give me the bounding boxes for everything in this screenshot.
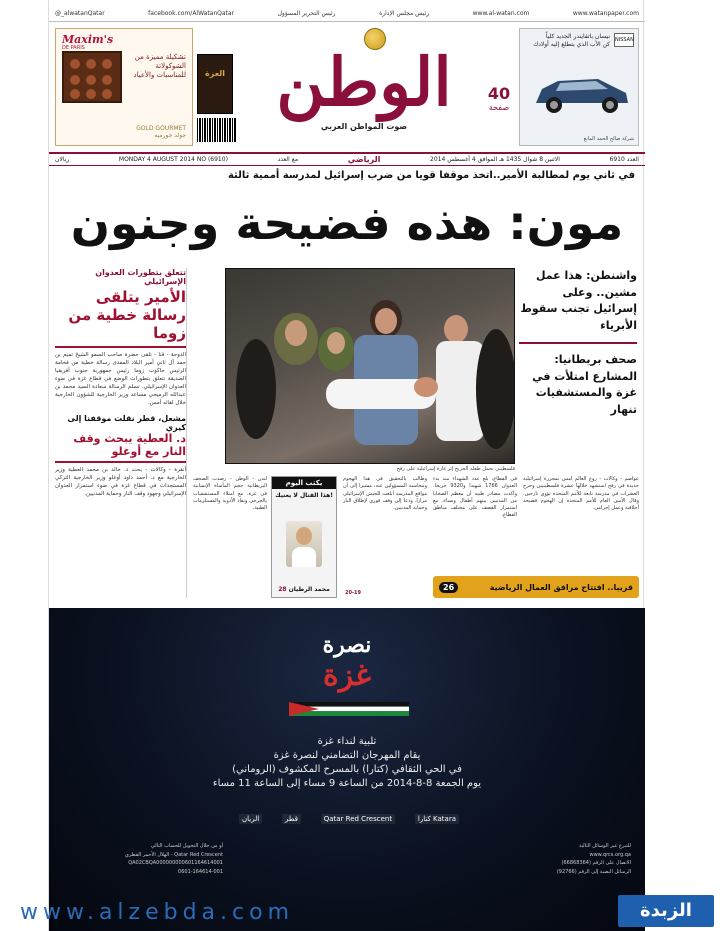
festival-title-1: نصرة: [322, 632, 372, 658]
car-ad-title: نيسان باثفايندر الجديد كلياً: [545, 33, 610, 40]
sponsor-3: Qatar Red Crescent: [321, 814, 395, 824]
festival-line-3: في الحي الثقافي (كتارا) بالمسرح المكشوف (الروماني): [232, 764, 462, 775]
top-strip: [49, 6, 645, 22]
date-ar: الاثنين 8 شوال 1435 هـ الموافق 4 أغسطس 2014: [430, 156, 560, 163]
watermark-site: www.alzebda.com: [20, 900, 295, 925]
sport-supplement-label[interactable]: الرياضي: [347, 155, 381, 164]
opinion-title: هذا القتال لا يعنيك!: [275, 492, 333, 499]
book-title: العزة: [205, 69, 225, 78]
palestine-flag-icon: [289, 702, 409, 716]
gold-gourmet-ar: جولد جورميه: [154, 132, 186, 139]
opinion-label: يكتب اليوم: [272, 477, 336, 489]
bank-left-acc: 0601-164614-001: [178, 868, 223, 875]
car-image: [528, 69, 632, 119]
body-column-2: في القطاع، بلغ عدد الشهداء منذ بدء العدوان 1766 شهيدا و9320 جريحا. وأكدت مصادر طبية أن معظم الضحايا من المدنيين بينهم أطفال ونساء، مع استمرار القصف على مختلف مناطق القطاع.: [433, 476, 517, 519]
divider: [519, 342, 637, 344]
festival-line-2: يقام المهرجان التضامني لنصرة غزة: [273, 750, 421, 761]
pages-count: [481, 84, 517, 112]
site-link[interactable]: www.al-watan.com: [472, 10, 530, 17]
gaza-festival-ad[interactable]: [49, 608, 645, 931]
newspaper-logo[interactable]: الوطن: [276, 43, 452, 121]
price: ريالان: [55, 156, 70, 163]
lead-photo[interactable]: [225, 268, 515, 464]
festival-title-2: غزة: [323, 658, 371, 693]
attiyah-story-body: أنقرة - وكالات - بحث د. خالد بن محمد العطية وزير الخارجية مع د. أحمد داود أوغلو وزير الخارجية التركي المستجدات في قطاع غزة في ضوء استمرار العدوان الإسرائيلي وجهود وقف النار وحماية المدنيين.: [55, 467, 186, 498]
chocolate-ad[interactable]: [55, 28, 193, 146]
sport-banner-text: قريبا.. افتتاح مرافق العمال الرياضية: [489, 582, 633, 592]
date-en: MONDAY 4 AUGUST 2014 NO (6910): [118, 156, 228, 163]
with-issue: مع العدد: [277, 156, 299, 163]
zebda-logo: الزبدة: [618, 895, 714, 927]
barcode: [197, 118, 237, 142]
chocolate-box-image: [62, 51, 122, 103]
lead-photo-scene: [226, 269, 515, 464]
body-column-3: وطالب بالتحقيق في هذا الهجوم ومحاسبة المسؤولين عنه، مشيرا إلى أن مواقع المدرسة أبلغت للجيش الإسرائيلي مرارا. ودعا إلى وقف فوري لإطلاق النار وحماية المدنيين.: [343, 476, 427, 511]
gold-gourmet-en: GOLD GOURMET: [136, 125, 186, 132]
book-ad[interactable]: [197, 54, 233, 114]
bank-transfer-info: [63, 842, 223, 876]
author-avatar: [286, 521, 322, 567]
sponsor-logos: [239, 810, 459, 828]
opinion-box[interactable]: [271, 476, 337, 598]
britain-press-headline[interactable]: صحف بريطانيا: المشارع امتلأت في غزة والمستشفيات تنهار: [532, 353, 637, 416]
bank-left-iban: QA02CBQA000000000601164614001: [128, 860, 223, 866]
facebook-link[interactable]: facebook.com/AlWatanQatar: [148, 10, 235, 17]
gold-gourmet-logo: [136, 125, 186, 139]
attiyah-story-kicker: مشعل، قطر نقلت موقفنا إلى كيري: [67, 413, 186, 432]
body-column-4: لندن - الوطن - رصدت الصحف البريطانية حجم المأساة الإنسانية في غزة، مع امتلاء المستشفيات بالجرحى ونفاد الأدوية والمستلزمات الطبية.: [193, 476, 267, 511]
opinion-page: 28: [278, 586, 287, 593]
car-ad-footer: شركة صالح الحمد المانع: [583, 136, 634, 142]
tagline: صوت المواطن العربي: [320, 122, 408, 131]
festival-line-4: يوم الجمعة 8-8-2014 من الساعة 9 مساء إلى الساعة 11 مساء: [212, 778, 482, 789]
sport-banner-page: 26: [439, 582, 458, 593]
pages-number: 40: [487, 84, 511, 103]
car-ad[interactable]: [519, 28, 639, 146]
twitter-handle[interactable]: @_alwatanQatar: [55, 10, 105, 17]
opinion-author: [272, 586, 336, 593]
maxims-logo: Maxim's: [62, 33, 114, 46]
emir-story-kicker: تتعلق بتطورات العدوان الإسرائيلي: [95, 268, 186, 286]
headline-kicker: في ثاني يوم لمطالبة الأمير..اتخذ موقفا قويا من ضرب إسرائيل لمدرسة أممية ثالثة: [227, 170, 635, 181]
nissan-logo-icon: NISSAN: [614, 33, 634, 47]
photo-caption: فلسطيني يحمل طفله الجريح إثر غارة إسرائيلية على رفح: [396, 466, 515, 472]
attiyah-story-headline[interactable]: د. العطية يبحث وقف النار مع أوغلو: [55, 432, 186, 463]
donation-title: للتبرع عبر الوسائل التالية: [578, 843, 631, 849]
donation-info: [471, 842, 631, 876]
issue-number: العدد 6910: [609, 156, 639, 163]
bank-left-title: أو من خلال التحويل للحساب التالي: [150, 843, 223, 849]
pages-label: صفحة: [488, 103, 510, 112]
festival-line-1: تلبية لنداء غزة: [317, 736, 377, 747]
car-ad-text: [533, 33, 610, 50]
sport-banner[interactable]: [433, 576, 639, 598]
maxims-sub: DE PARIS: [62, 45, 85, 51]
issue-info-bar: [49, 152, 645, 166]
left-column: [55, 268, 187, 598]
sponsor-1: الريان: [239, 814, 262, 824]
car-ad-sub: كن الأب الذي يتطلع إليه أولادك: [533, 41, 610, 49]
bank-left-name: الهلال الأحمر القطري - Qatar Red Crescent: [124, 851, 223, 858]
donation-sms: الرسائل النصية إلى الرقم (92766): [556, 868, 631, 875]
donation-site[interactable]: www.qrcs.org.qa: [589, 851, 631, 858]
main-headline[interactable]: مون: هذه فضيحة وجنون: [70, 196, 624, 250]
page-reference: 20-19: [345, 590, 361, 596]
donation-phone: الاتصال على الرقم (66868364): [561, 860, 631, 866]
emir-story-body: الدوحة - قنا - تلقى حضرة صاحب السمو الشيخ تميم بن حمد آل ثاني أمير البلاد المفدى رسالة خطية من فخامة الرئيس جاكوب زوما رئيس جمهورية جنوب أفريقيا الصديقة تتعلق بتطورات الوضع في قطاع غزة في ضوء العدوان الإسرائيلي. تسلم الرسالة سعادة السيد محمد بن عبدالله الرميحي مساعد وزير الخارجية للشؤون الخارجية خلال لقائه أمس.: [55, 352, 186, 406]
sponsor-2: قطر: [282, 814, 301, 824]
sponsor-4: كتارا Katara: [415, 814, 459, 824]
masthead: [49, 24, 645, 150]
opinion-author-name: محمد الرطيان: [288, 586, 330, 593]
newspaper-page: [48, 0, 644, 931]
body-column-1: عواصم - وكالات - روع العالم أمس بمجزرة إسرائيلية جديدة في رفح استشهد خلالها عشرة فلسطينيين وجرح العشرات في مدرسة تابعة للأمم المتحدة تؤوي نازحين. وقال الأمين العام للأمم المتحدة إن الهجوم فضيحة أخلاقية وعمل إجرامي.: [523, 476, 639, 511]
chocolate-ad-text: تشكيلة مميزة من الشوكولاتة للمناسبات والأعياد: [133, 53, 186, 80]
emir-story-headline[interactable]: الأمير يتلقى رسالة خطية من زوما: [55, 288, 186, 348]
paper-link[interactable]: www.watanpaper.com: [572, 10, 639, 17]
washington-headline[interactable]: واشنطن: هذا عمل مشين.. وعلى إسرائيل تجنب سقوط الأبرياء: [520, 269, 637, 332]
editor-title: رئيس التحرير المسؤول: [277, 10, 336, 17]
chairman-title: رئيس مجلس الإدارة: [379, 10, 430, 17]
